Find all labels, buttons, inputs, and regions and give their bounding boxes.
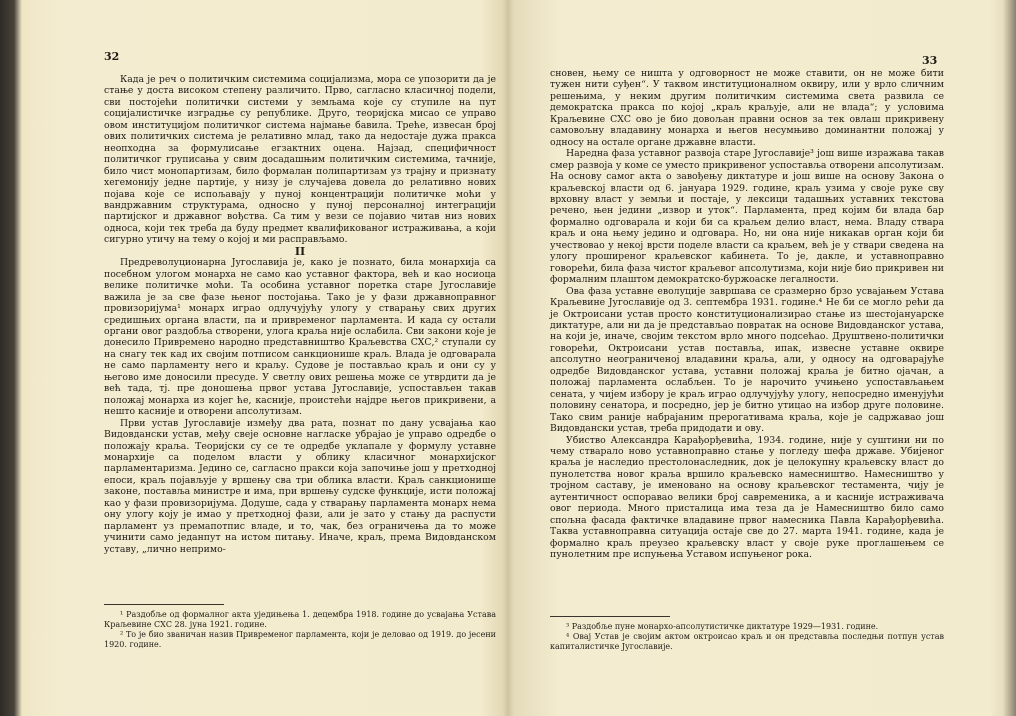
- right-footnotes: [550, 616, 944, 652]
- footnote: ⁴ Овај Устав је својим актом октроисао краљ и он представља последњи потпун устав капиталистичке Југославије.: [550, 632, 944, 651]
- paragraph: Када је реч о политичким системима социјализма, мора се упозорити да је стање у доста високом степену различито. Прво, сагласно класичној подели, сви постојећи политички системи у земљама које су ступиле на пут социјалистичке изградње су републике. Друго, теоријска мисао се управо овом институцијом политичког система најмање бавила. Треће, извесан број ових политичких система је релативно млад, тако да недостаје дужа пракса неопходна за формулисање егзактних оцена. Најзад, специфичност политичког груписања у свим досадашњим политичким системима, тачније, било чист монопартизам, било формалан полипартизам уз трајну и признату хегемонију једне партије, у низу је случајева довела до релативно нових појава које се испољавају у пуној концентрацији политичке моћи у вандржавним структурама, односно у пуној персоналној интеграцији партијског и државног вођства. Са тим у вези се појавио читав низ нових односа, који тек треба да буду предмет квалификованог истраживања, а који сигурно утичу на тему о којој и ми расправљамо.: [104, 74, 496, 246]
- paragraph: Први устав Југославије између два рата, познат по дану усвајања као Видовдански устав, међу свеје основне нагласке убрајао је управо одредбе о положају краља. Теоријски су се те одредбе уклапале у формулу уставне монархије са поделом власти у облику класичног монархијског парламентаризма. Једино се, сагласно пракси која започиње још у претходној епоси, краљ појављује у вршењу сва три облика власти. Краљ санкционише законе, поставља министре и има, при вршењу судске функције, исти положај као у фази провизоријума. Додуше, сада у стварању парламента монарх нема ону улогу коју је имао у претходној фази, али је зато у стању да распусти парламент уз премапотпис владе, и то, чак, без ограничења да то може учинити само једанпут на истом питању. Иначе, краљ, према Видовданском уставу, „лично непримо-: [104, 417, 496, 555]
- footnote-rule: [550, 616, 670, 617]
- paragraph: сновен, њему се ништа у одговорност не може ставити, он не може бити тужен нити суђен“. У таквом институционалном оквиру, или у врло сличним решењима, у неким другим политичким системима света развила се демократска пракса по којој „краљ краљује, али не влада“; у условима Краљевине СХС ово је био довољан правни основ за тек овлаш прикривену самовољну владавину монарха и његов несумњиво доминантни положај у односу на остале органе државне власти.: [550, 68, 944, 148]
- paragraph: Убиство Александра Карађорђевића, 1934. године, није у суштини ни по чему стварало ново уставноправно стање у погледу шефа државе. Убијеног краља је наследио престолонаследник, док је целокупну краљевску власт до пунолетства новог краља вршило краљевско намесништво. Намесништво у тројном саставу, је именовано на основу краљевског тестамента, чију је аутентичност оспоравао велики број савременика, а и касније истраживача овог периода. Много присталица има теза да је Намесништво било само спољна фасада фактичке владавине првог намесника Павла Карађорђевића. Таква уставноправна ситуација остаје све до 27. марта 1941. године, када је формално краљ преузео краљевску власт у своје руке проглашењем се пунолетним пре испуњења Уставом испуњеног рока.: [550, 434, 944, 561]
- section-heading: II: [294, 244, 306, 258]
- footnote: ² То је био званичан назив Привременог парламента, који је деловао од 1919. до јесени 1920. године.: [104, 630, 496, 649]
- page-number-left: 32: [104, 50, 120, 63]
- footnote-rule: [104, 604, 224, 605]
- left-page: [22, 0, 508, 716]
- footnote: ³ Раздобље пуне монархо-апсолутистичке диктатуре 1929—1931. године.: [566, 622, 879, 631]
- paragraph: Наредна фаза уставног развоја старе Југославије³ још више изражава такав смер развоја у коме се уместо прикривеног успоставља отворени апсолутизам. На основу самог акта о завођењу диктатуре и још више на основу Закона о краљевској власти од 6. јануара 1929. године, краљ узима у своје руке сву врховну власт у земљи и постаје, у лексици тадашњих уставних текстова речено, њен једини „извор и уток“. Парламента, пред којим би влада бар формално одговарала и који би са краљем делио власт, нема. Владу ствара краљ и она њему једино и одговара. Но, ни она није никакав орган који би учествовао у некој врсти поделе власти са краљем, већ је у ствари сведена на улогу проширеног краљевског кабинета. То је, дакле, и уставноправно говорећи, била фаза чистог краљевог апсолутизма, који није био прикривен ни формалним плаштом демократско-буржоаске легалности.: [550, 148, 944, 286]
- page-number-right: 33: [922, 54, 938, 67]
- right-page-body: [550, 68, 944, 560]
- paragraph: Ова фаза уставне еволуције завршава се сразмерно брзо усвајањем Устава Краљевине Југославије од 3. септембра 1931. године.⁴ Не би се могло рећи да је Октроисани устав просто конституционализирао стање из шестојануарске диктатуре, али ни да је представљао повратак на основе Видовданског устава, на који је, иначе, својим текстом врло много подсећао. Друштвено-политички говорећи, Октроисани устав постављa, ипак, извесне уставне оквире апсолутно неограниченој владавини краља, али, у односу на одговарајуће одредбе Видовданског устава, уставни положај краља је битно ојачан, а положај парламента ослабљен. То је нарочито учињено успостављањем сената, у чијем избору је краљ играо одлучујућу улогу, непосредно именујући половину сенатора, и посредно, јер је битно утицао на избор друге половине. Тако свим ранијe набрајаним прерогативама краља, које је садржавао још Видовдански устав, треба придодати и ову.: [550, 285, 944, 435]
- right-page: [514, 0, 1002, 716]
- left-page-body: [104, 74, 496, 555]
- footnote: ¹ Раздобље од формалног акта уједињења 1. децембра 1918. године до усвајања Устава Краљевине СХС 28. јуна 1921. године.: [104, 610, 496, 629]
- paragraph: Предреволуционарна Југославија је, како је познато, била монархија са посебном улогом монарха не само као уставног фактора, већ и као носиоца велике политичке моћи. Та особина уставног поретка старе Југославије важила је за све фазе њеног постојања. Тако је у фази државноправног провизоријума¹ монарх играо одлучујућу улогу у стварању свих других средишњих органа власти, па и привременог парламента. И када су остали органи овог раздобља створени, улога краља није ослабила. Сви закони које је донесило Привремено народно представништво Краљевства СХС,² ступали су на снагу тек кад их својим потписом санкционише краљ. Влада је одговарала не само парламенту него и краљу. Судове је постављао краљ и они су у његово име доносили пресуде. У светлу ових решења може се утврдити да је већ тада, тј. пре доношења првог устава Југославије, успостављен такав положај монарха из којег ће, касније, проистећи најдре његов прикривени, а нешто касније и отворени апсолутизам.: [104, 257, 496, 418]
- left-footnotes: [104, 604, 496, 650]
